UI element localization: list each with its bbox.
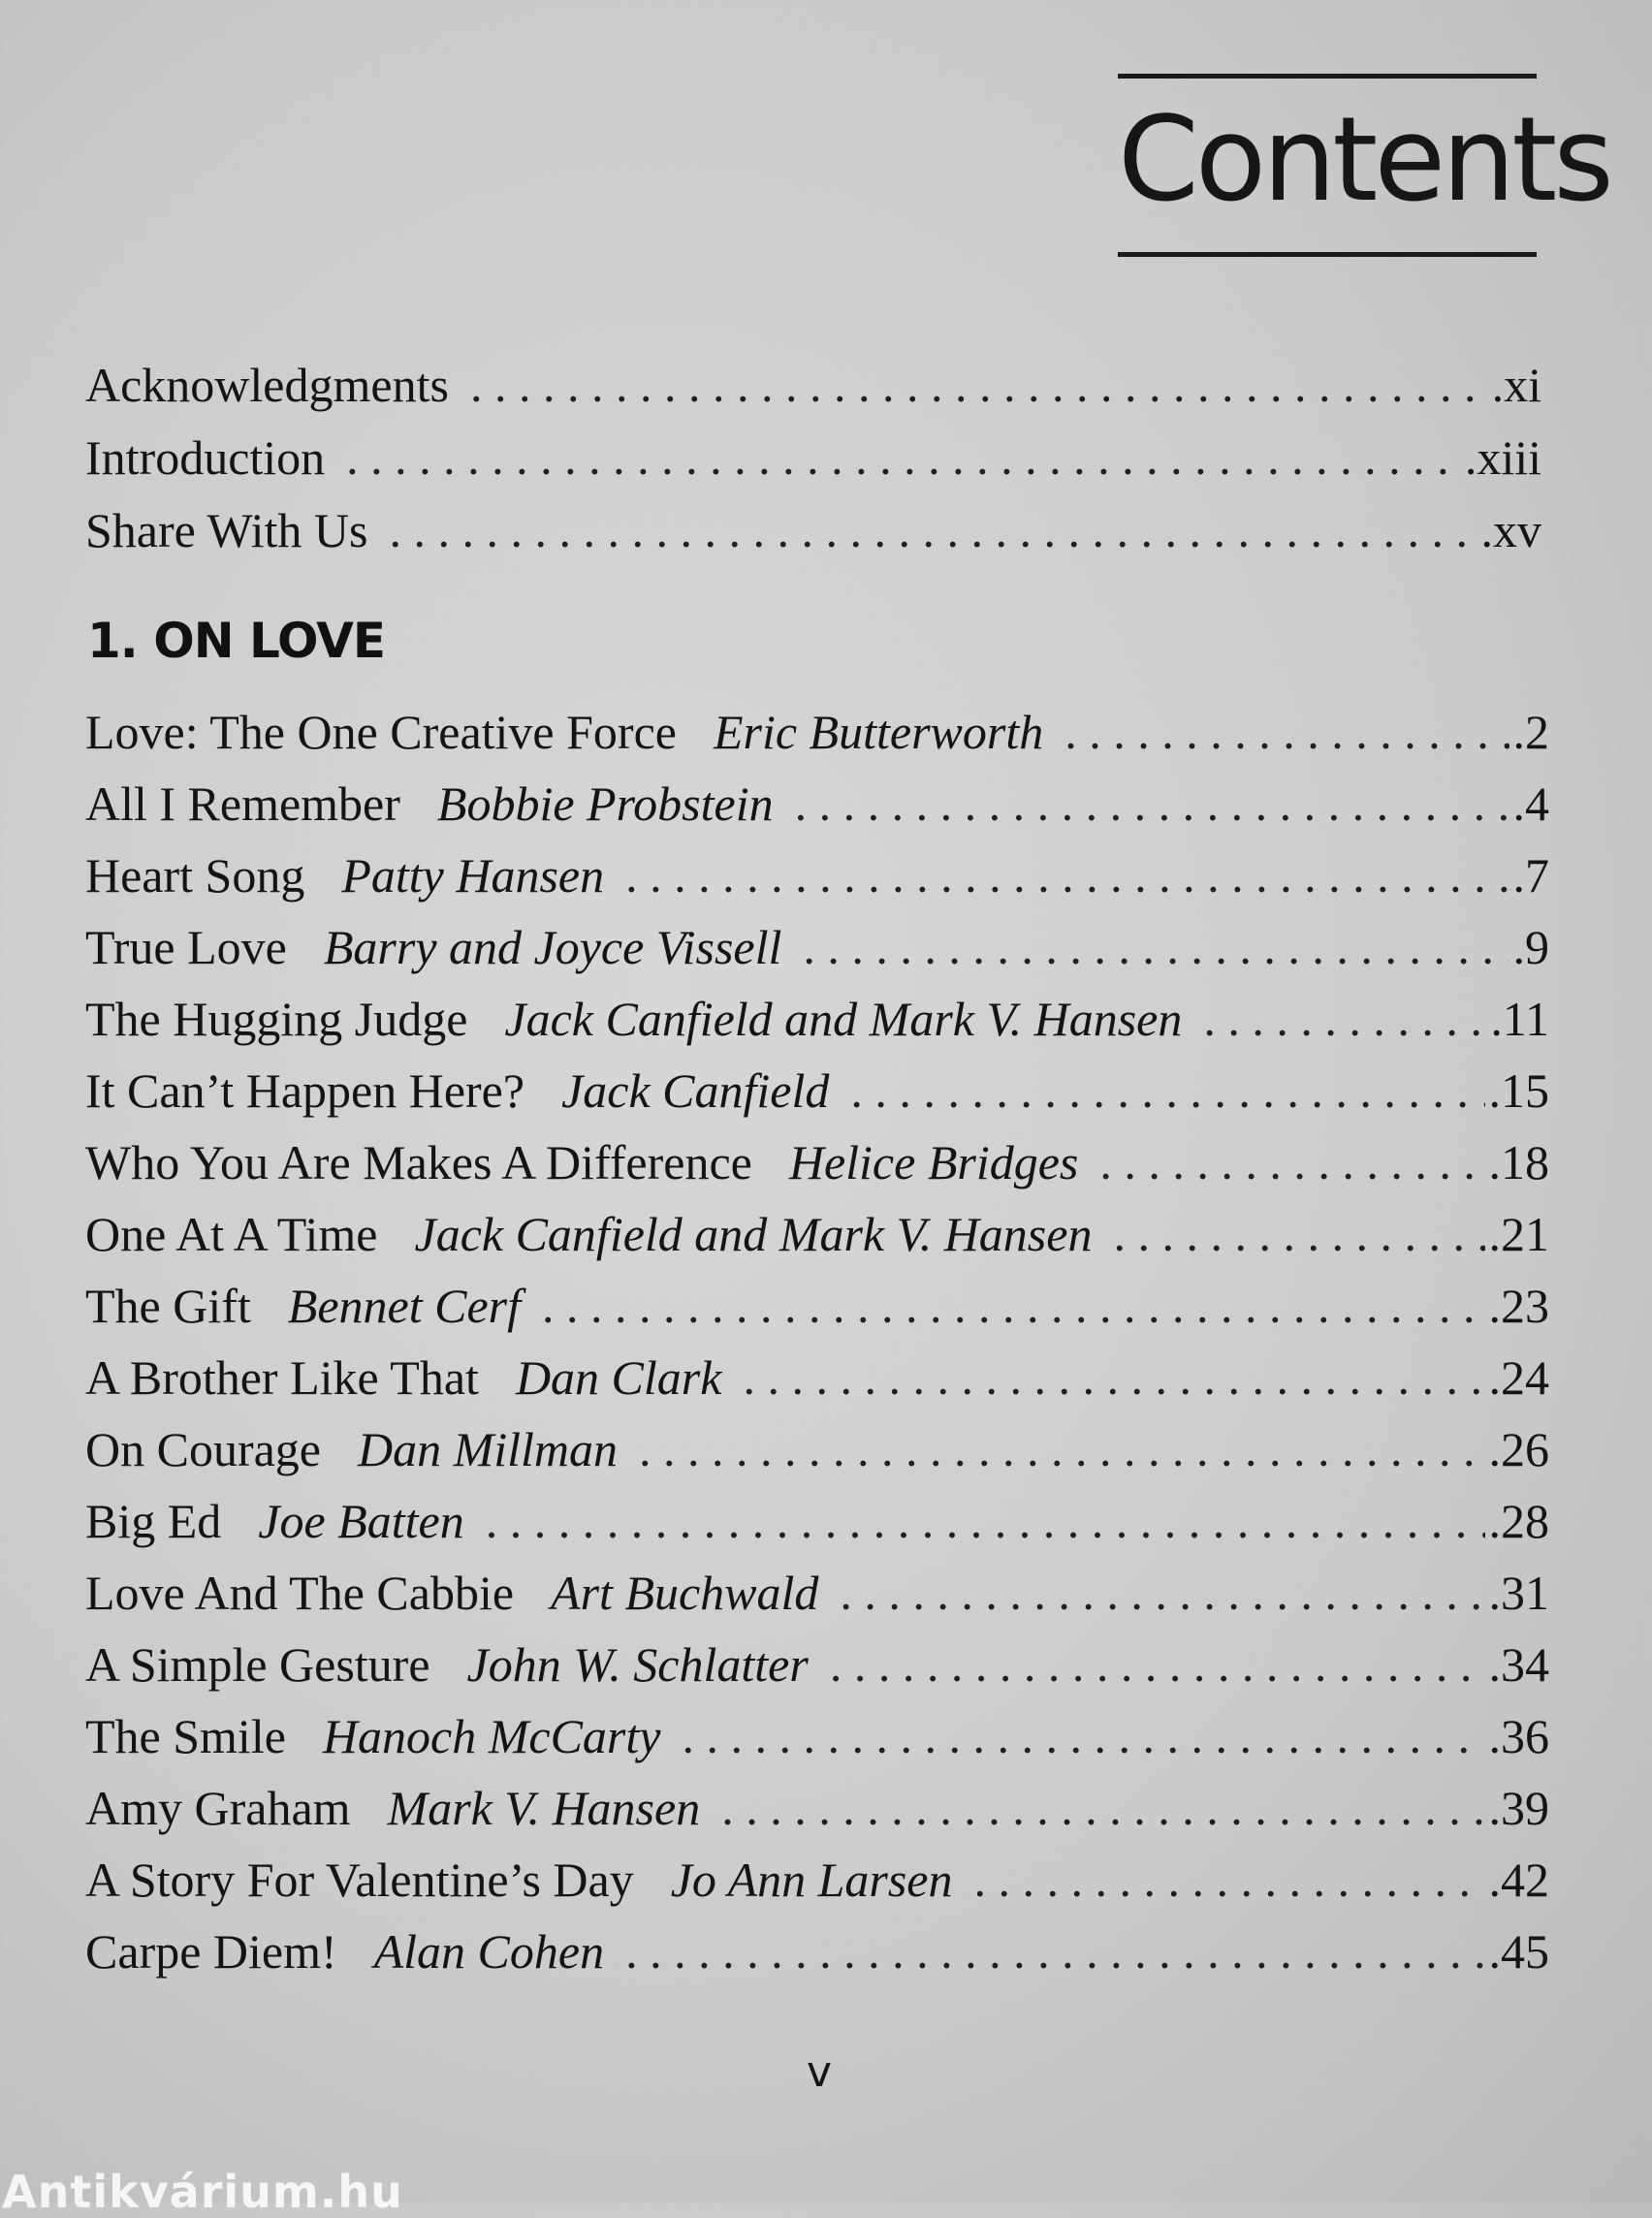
entry-page: .7 — [1512, 848, 1549, 903]
dot-leader — [850, 1055, 1484, 1126]
entry-author: John W. Schlatter — [466, 1637, 809, 1692]
dot-leader — [721, 1772, 1484, 1844]
toc-entry — [85, 1126, 1549, 1198]
entry-page: .xi — [1491, 358, 1541, 412]
entry-page: .31 — [1488, 1566, 1549, 1620]
toc-entry — [85, 1916, 1549, 1987]
dot-leader — [840, 1557, 1484, 1629]
entry-title: Love: The One Creative Force — [85, 705, 677, 759]
toc-entry — [85, 1557, 1549, 1629]
entry-page: .26 — [1488, 1422, 1549, 1476]
entry-page: .28 — [1488, 1494, 1549, 1548]
page-number: v — [806, 2047, 833, 2097]
toc-entry-acknowledgments — [85, 349, 1541, 422]
dot-leader — [1113, 1198, 1484, 1270]
entry-author: Jo Ann Larsen — [670, 1853, 953, 1907]
entry-title: All I Remember — [85, 776, 400, 831]
entry-author: Bennet Cerf — [287, 1279, 521, 1333]
entry-title: Love And The Cabbie — [85, 1566, 515, 1620]
entry-page: .11 — [1490, 992, 1549, 1046]
dot-leader — [1099, 1126, 1484, 1198]
entry-author: Joe Batten — [258, 1494, 464, 1548]
entry-page: .15 — [1488, 1063, 1549, 1118]
entry-author: Eric Butterworth — [713, 705, 1044, 759]
toc-entry — [85, 1485, 1549, 1557]
entry-page: .9 — [1512, 920, 1549, 974]
section-heading: 1. ON LOVE — [87, 613, 386, 669]
toc-entry — [85, 1700, 1549, 1772]
toc-entry — [85, 1198, 1549, 1270]
toc-entry — [85, 1629, 1549, 1700]
entry-title: On Courage — [85, 1422, 321, 1476]
entry-author: Alan Cohen — [373, 1924, 605, 1979]
title-rule-top — [1118, 74, 1537, 79]
toc-entry — [85, 1270, 1549, 1342]
dot-leader — [470, 349, 1488, 422]
entry-title: The Hugging Judge — [85, 992, 468, 1046]
entry-page: .4 — [1512, 776, 1549, 831]
dot-leader — [542, 1270, 1485, 1342]
entry-author: Art Buchwald — [551, 1566, 819, 1620]
dot-leader — [639, 1413, 1484, 1485]
entry-author: Bobbie Probstein — [436, 776, 774, 831]
entry-page: .45 — [1488, 1924, 1549, 1979]
entry-author: Barry and Joyce Vissell — [323, 920, 782, 974]
entry-page: .2 — [1512, 705, 1549, 759]
entry-title: Heart Song — [85, 848, 305, 903]
dot-leader — [795, 768, 1509, 840]
entry-title: Amy Graham — [85, 1781, 351, 1835]
entry-author: Jack Canfield and Mark V. Hansen — [504, 992, 1183, 1046]
dot-leader — [625, 1916, 1484, 1987]
entry-page: .xv — [1480, 503, 1541, 557]
toc-entry — [85, 911, 1549, 983]
entry-title: A Story For Valentine’s Day — [85, 1853, 634, 1907]
entry-page: .24 — [1488, 1350, 1549, 1405]
title-rule-bottom — [1118, 252, 1537, 257]
dot-leader — [973, 1844, 1484, 1916]
toc-entry — [85, 768, 1549, 840]
watermark: Antikvárium.hu — [2, 2166, 403, 2218]
entry-title: A Simple Gesture — [85, 1637, 430, 1692]
dot-leader — [1064, 696, 1509, 768]
entry-page: .xiii — [1464, 430, 1541, 485]
entry-author: Hanoch McCarty — [322, 1709, 661, 1763]
dot-leader — [389, 494, 1477, 567]
entry-page: .42 — [1488, 1853, 1549, 1907]
entry-title: A Brother Like That — [85, 1350, 479, 1405]
toc-entry — [85, 1844, 1549, 1916]
entry-title: The Gift — [85, 1279, 251, 1333]
entry-author: Dan Clark — [515, 1350, 722, 1405]
story-list — [85, 696, 1549, 1987]
toc-entry — [85, 1413, 1549, 1485]
entry-title: Introduction — [85, 430, 326, 485]
entry-title: The Smile — [85, 1709, 286, 1763]
entry-author: Patty Hansen — [341, 848, 605, 903]
entry-page: .18 — [1488, 1135, 1549, 1189]
entry-title: Share With Us — [85, 503, 368, 557]
entry-title: Carpe Diem! — [85, 1924, 337, 1979]
entry-page: .34 — [1488, 1637, 1549, 1692]
entry-title: True Love — [85, 920, 287, 974]
entry-page: .21 — [1488, 1207, 1549, 1261]
entry-author: Jack Canfield and Mark V. Hansen — [414, 1207, 1093, 1261]
entry-title: One At A Time — [85, 1207, 378, 1261]
toc-entry-introduction — [85, 422, 1541, 494]
entry-title: Who You Are Makes A Difference — [85, 1135, 752, 1189]
entry-page: .39 — [1488, 1781, 1549, 1835]
entry-page: .23 — [1488, 1279, 1549, 1333]
toc-entry — [85, 1342, 1549, 1413]
entry-author: Helice Bridges — [788, 1135, 1079, 1189]
dot-leader — [625, 840, 1509, 911]
dot-leader — [803, 911, 1509, 983]
dot-leader — [1203, 983, 1486, 1055]
entry-page: .36 — [1488, 1709, 1549, 1763]
entry-title: Big Ed — [85, 1494, 222, 1548]
dot-leader — [830, 1629, 1485, 1700]
dot-leader — [743, 1342, 1484, 1413]
toc-entry — [85, 1772, 1549, 1844]
page-title: Contents — [1118, 93, 1610, 228]
entry-title: Acknowledgments — [85, 358, 449, 412]
toc-entry — [85, 1055, 1549, 1126]
toc-entry — [85, 696, 1549, 768]
front-matter-list — [85, 349, 1541, 567]
dot-leader — [346, 422, 1461, 494]
toc-entry — [85, 840, 1549, 911]
entry-author: Jack Canfield — [561, 1063, 830, 1118]
dot-leader — [682, 1700, 1484, 1772]
entry-author: Mark V. Hansen — [387, 1781, 701, 1835]
toc-entry-share-with-us — [85, 494, 1541, 567]
dot-leader — [486, 1485, 1485, 1557]
entry-author: Dan Millman — [358, 1422, 619, 1476]
entry-title: It Can’t Happen Here? — [85, 1063, 525, 1118]
toc-entry — [85, 983, 1549, 1055]
